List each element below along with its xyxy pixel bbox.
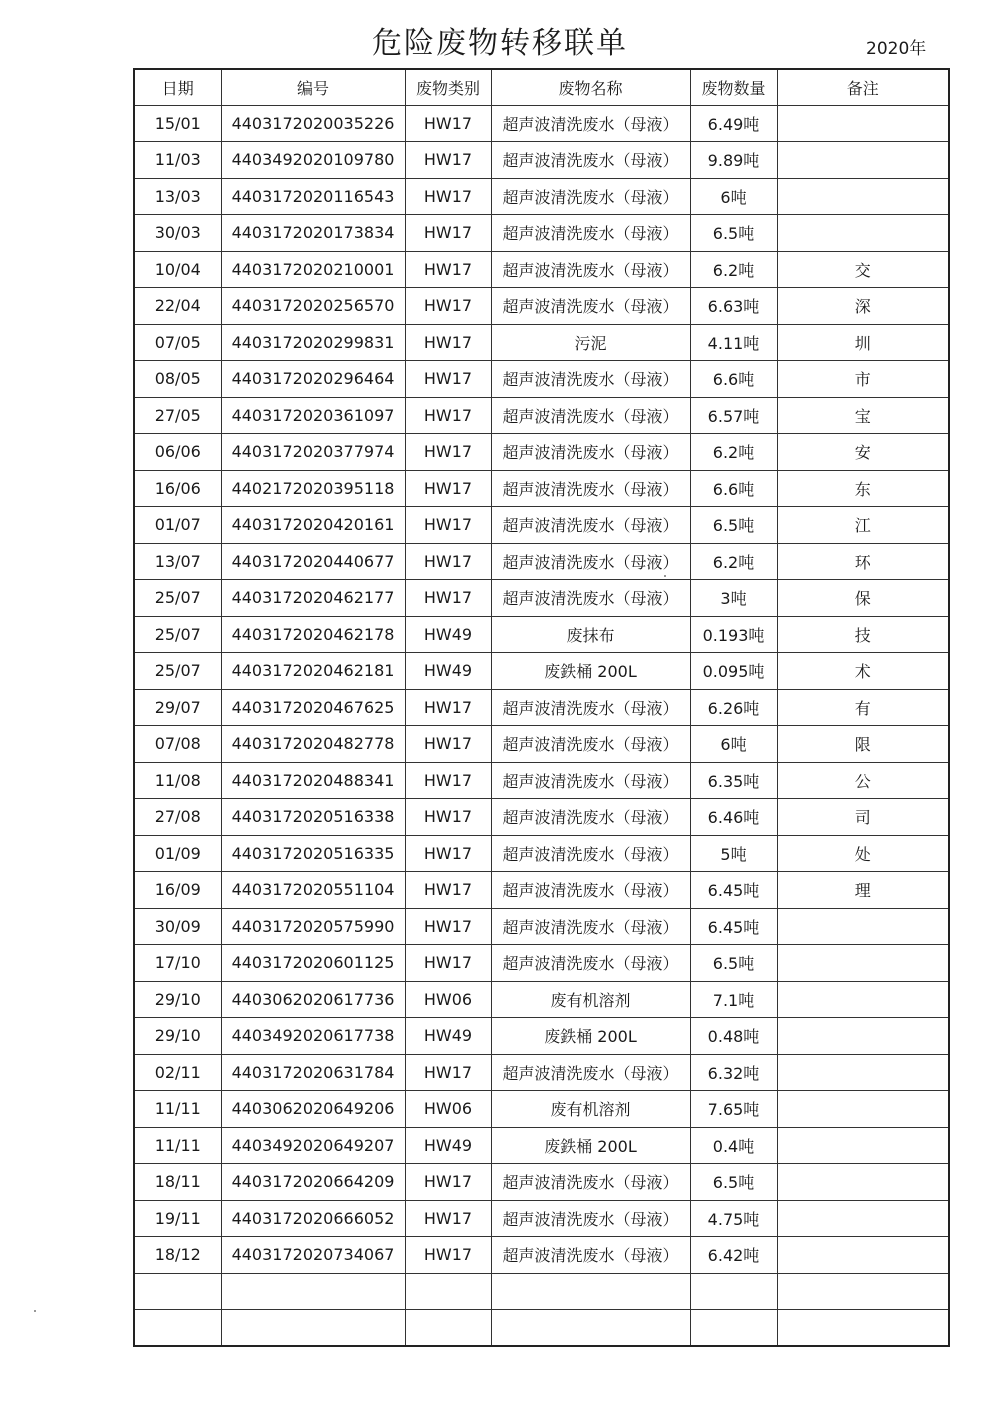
cell-date: 17/10 — [134, 945, 221, 982]
cell-remark: 深 — [777, 288, 949, 325]
cell-category: HW17 — [405, 543, 491, 580]
cell-date: 16/09 — [134, 872, 221, 909]
cell-remark: 理 — [777, 872, 949, 909]
cell-code: 4403172020666052 — [221, 1200, 405, 1237]
cell-date: 02/11 — [134, 1054, 221, 1091]
cell-name: 超声波清洗废水（母液） — [491, 689, 690, 726]
table-row — [134, 1091, 949, 1128]
cell-date: 16/06 — [134, 470, 221, 507]
table-row — [134, 543, 949, 580]
cell-remark — [777, 1054, 949, 1091]
cell-remark — [777, 142, 949, 179]
cell-category: HW17 — [405, 1237, 491, 1274]
table-row — [134, 1018, 949, 1055]
table-row — [134, 1273, 949, 1310]
cell-remark — [777, 1200, 949, 1237]
table-row — [134, 1310, 949, 1347]
cell-quantity: 6吨 — [690, 178, 777, 215]
cell-date: 10/04 — [134, 251, 221, 288]
cell-code: 4403172020210001 — [221, 251, 405, 288]
cell-date: 27/05 — [134, 397, 221, 434]
table-row — [134, 361, 949, 398]
cell-category: HW17 — [405, 1164, 491, 1201]
cell-category — [405, 1273, 491, 1310]
cell-code: 4403172020173834 — [221, 215, 405, 252]
cell-remark — [777, 105, 949, 142]
cell-date — [134, 1310, 221, 1347]
cell-remark: 宝 — [777, 397, 949, 434]
cell-category: HW17 — [405, 142, 491, 179]
cell-category: HW17 — [405, 689, 491, 726]
table-row — [134, 616, 949, 653]
cell-category: HW17 — [405, 908, 491, 945]
header-category: 废物类别 — [405, 69, 491, 105]
cell-date: 29/07 — [134, 689, 221, 726]
cell-quantity: 6.5吨 — [690, 945, 777, 982]
cell-quantity: 6.5吨 — [690, 215, 777, 252]
cell-remark: 安 — [777, 434, 949, 471]
cell-name: 超声波清洗废水（母液） — [491, 142, 690, 179]
cell-category: HW49 — [405, 653, 491, 690]
cell-name: 超声波清洗废水（母液） — [491, 507, 690, 544]
cell-code: 4403172020516335 — [221, 835, 405, 872]
cell-remark: 技 — [777, 616, 949, 653]
cell-remark — [777, 215, 949, 252]
cell-category: HW49 — [405, 1127, 491, 1164]
cell-code: 4403172020420161 — [221, 507, 405, 544]
header-waste-name: 废物名称 — [491, 69, 690, 105]
table-row — [134, 1164, 949, 1201]
table-row — [134, 799, 949, 836]
cell-category — [405, 1310, 491, 1347]
cell-code: 4403172020377974 — [221, 434, 405, 471]
cell-category: HW17 — [405, 434, 491, 471]
cell-quantity: 0.193吨 — [690, 616, 777, 653]
cell-category: HW17 — [405, 1200, 491, 1237]
header-code: 编号 — [221, 69, 405, 105]
cell-code: 4403172020516338 — [221, 799, 405, 836]
cell-code: 4403172020299831 — [221, 324, 405, 361]
cell-date: 25/07 — [134, 616, 221, 653]
cell-quantity: 3吨 — [690, 580, 777, 617]
cell-quantity: 6.5吨 — [690, 1164, 777, 1201]
cell-name: 超声波清洗废水（母液） — [491, 178, 690, 215]
cell-category: HW17 — [405, 507, 491, 544]
cell-category: HW17 — [405, 397, 491, 434]
cell-name: 超声波清洗废水（母液） — [491, 762, 690, 799]
cell-name: 超声波清洗废水（母液） — [491, 799, 690, 836]
cell-date: 08/05 — [134, 361, 221, 398]
cell-quantity: 6吨 — [690, 726, 777, 763]
table-body — [134, 105, 949, 1346]
cell-date: 27/08 — [134, 799, 221, 836]
cell-date: 15/01 — [134, 105, 221, 142]
table-row — [134, 580, 949, 617]
cell-quantity: 6.35吨 — [690, 762, 777, 799]
cell-remark — [777, 1091, 949, 1128]
cell-name: 超声波清洗废水（母液） — [491, 580, 690, 617]
cell-remark — [777, 1310, 949, 1347]
cell-quantity: 6.46吨 — [690, 799, 777, 836]
cell-date: 01/09 — [134, 835, 221, 872]
cell-name: 超声波清洗废水（母液） — [491, 908, 690, 945]
cell-name: 超声波清洗废水（母液） — [491, 288, 690, 325]
cell-code — [221, 1273, 405, 1310]
cell-quantity: 6.26吨 — [690, 689, 777, 726]
table-row — [134, 1127, 949, 1164]
cell-code: 4403172020361097 — [221, 397, 405, 434]
cell-name: 超声波清洗废水（母液） — [491, 215, 690, 252]
cell-code: 4403492020109780 — [221, 142, 405, 179]
cell-remark — [777, 908, 949, 945]
cell-date: 11/03 — [134, 142, 221, 179]
cell-category: HW17 — [405, 580, 491, 617]
cell-remark: 术 — [777, 653, 949, 690]
cell-quantity: 7.65吨 — [690, 1091, 777, 1128]
cell-name: 废有机溶剂 — [491, 981, 690, 1018]
cell-date: 30/09 — [134, 908, 221, 945]
cell-name: 废鉄桶 200L — [491, 1127, 690, 1164]
table-row — [134, 981, 949, 1018]
cell-category: HW49 — [405, 1018, 491, 1055]
header-quantity: 废物数量 — [690, 69, 777, 105]
cell-name: 超声波清洗废水（母液） — [491, 1054, 690, 1091]
cell-code: 4403172020482778 — [221, 726, 405, 763]
cell-quantity: 9.89吨 — [690, 142, 777, 179]
cell-category: HW17 — [405, 835, 491, 872]
table-row — [134, 215, 949, 252]
cell-remark: 东 — [777, 470, 949, 507]
cell-quantity: 6.6吨 — [690, 470, 777, 507]
cell-name: 超声波清洗废水（母液） — [491, 543, 690, 580]
cell-date: 06/06 — [134, 434, 221, 471]
cell-name: 污泥 — [491, 324, 690, 361]
cell-quantity: 6.45吨 — [690, 908, 777, 945]
cell-remark: 环 — [777, 543, 949, 580]
cell-code: 4403172020551104 — [221, 872, 405, 909]
cell-name: 废抹布 — [491, 616, 690, 653]
cell-quantity: 6.45吨 — [690, 872, 777, 909]
table-row — [134, 288, 949, 325]
table-row — [134, 1237, 949, 1274]
cell-code: 4403172020462178 — [221, 616, 405, 653]
cell-quantity: 6.5吨 — [690, 507, 777, 544]
cell-quantity: 0.48吨 — [690, 1018, 777, 1055]
cell-remark: 处 — [777, 835, 949, 872]
cell-code: 4403492020617738 — [221, 1018, 405, 1055]
table-row — [134, 105, 949, 142]
cell-category: HW17 — [405, 799, 491, 836]
cell-quantity — [690, 1273, 777, 1310]
scan-speck — [34, 1310, 36, 1312]
cell-category: HW06 — [405, 981, 491, 1018]
cell-date: 29/10 — [134, 981, 221, 1018]
table-row — [134, 908, 949, 945]
table-row — [134, 142, 949, 179]
table-row — [134, 1200, 949, 1237]
cell-name: 超声波清洗废水（母液） — [491, 397, 690, 434]
cell-category: HW49 — [405, 616, 491, 653]
cell-code: 4403172020256570 — [221, 288, 405, 325]
cell-name: 超声波清洗废水（母液） — [491, 434, 690, 471]
cell-name: 废鉄桶 200L — [491, 1018, 690, 1055]
cell-category: HW17 — [405, 762, 491, 799]
cell-quantity: 6.32吨 — [690, 1054, 777, 1091]
cell-remark: 江 — [777, 507, 949, 544]
cell-date: 07/05 — [134, 324, 221, 361]
cell-name — [491, 1310, 690, 1347]
cell-quantity: 4.75吨 — [690, 1200, 777, 1237]
cell-date — [134, 1273, 221, 1310]
cell-name: 超声波清洗废水（母液） — [491, 1200, 690, 1237]
cell-code: 4403172020296464 — [221, 361, 405, 398]
table-row — [134, 872, 949, 909]
cell-remark: 公 — [777, 762, 949, 799]
cell-remark — [777, 1127, 949, 1164]
cell-category: HW17 — [405, 361, 491, 398]
cell-name: 废鉄桶 200L — [491, 653, 690, 690]
cell-date: 13/03 — [134, 178, 221, 215]
cell-category: HW17 — [405, 470, 491, 507]
cell-date: 22/04 — [134, 288, 221, 325]
cell-code: 4403492020649207 — [221, 1127, 405, 1164]
cell-date: 18/12 — [134, 1237, 221, 1274]
cell-code: 4403062020617736 — [221, 981, 405, 1018]
header-remark: 备注 — [777, 69, 949, 105]
cell-quantity: 6.6吨 — [690, 361, 777, 398]
cell-category: HW17 — [405, 324, 491, 361]
waste-transfer-table — [133, 68, 950, 1347]
cell-code: 4403172020462181 — [221, 653, 405, 690]
cell-date: 25/07 — [134, 653, 221, 690]
table-row — [134, 324, 949, 361]
cell-code: 4403172020116543 — [221, 178, 405, 215]
cell-code — [221, 1310, 405, 1347]
cell-name: 超声波清洗废水（母液） — [491, 105, 690, 142]
cell-quantity: 4.11吨 — [690, 324, 777, 361]
table-row — [134, 653, 949, 690]
table-row — [134, 835, 949, 872]
cell-remark — [777, 1273, 949, 1310]
cell-quantity: 6.2吨 — [690, 543, 777, 580]
cell-code: 4403172020462177 — [221, 580, 405, 617]
table-row — [134, 762, 949, 799]
cell-quantity: 0.4吨 — [690, 1127, 777, 1164]
cell-remark: 保 — [777, 580, 949, 617]
cell-date: 30/03 — [134, 215, 221, 252]
cell-date: 13/07 — [134, 543, 221, 580]
cell-remark: 交 — [777, 251, 949, 288]
cell-name: 废有机溶剂 — [491, 1091, 690, 1128]
cell-code: 4402172020395118 — [221, 470, 405, 507]
cell-category: HW17 — [405, 105, 491, 142]
cell-code: 4403172020488341 — [221, 762, 405, 799]
cell-name: 超声波清洗废水（母液） — [491, 361, 690, 398]
cell-name: 超声波清洗废水（母液） — [491, 1164, 690, 1201]
scan-speck — [664, 575, 666, 577]
header-date: 日期 — [134, 69, 221, 105]
cell-code: 4403062020649206 — [221, 1091, 405, 1128]
cell-category: HW17 — [405, 945, 491, 982]
cell-code: 4403172020631784 — [221, 1054, 405, 1091]
cell-name — [491, 1273, 690, 1310]
cell-quantity: 6.2吨 — [690, 434, 777, 471]
cell-quantity: 6.2吨 — [690, 251, 777, 288]
cell-remark — [777, 981, 949, 1018]
cell-code: 4403172020734067 — [221, 1237, 405, 1274]
cell-remark — [777, 945, 949, 982]
cell-quantity: 5吨 — [690, 835, 777, 872]
cell-date: 07/08 — [134, 726, 221, 763]
cell-category: HW17 — [405, 726, 491, 763]
cell-date: 29/10 — [134, 1018, 221, 1055]
cell-quantity: 6.63吨 — [690, 288, 777, 325]
cell-code: 4403172020035226 — [221, 105, 405, 142]
table-row — [134, 507, 949, 544]
cell-quantity: 6.57吨 — [690, 397, 777, 434]
table-row — [134, 251, 949, 288]
document-year: 2020年 — [866, 39, 927, 59]
cell-category: HW17 — [405, 872, 491, 909]
cell-date: 01/07 — [134, 507, 221, 544]
table-row — [134, 689, 949, 726]
cell-name: 超声波清洗废水（母液） — [491, 726, 690, 763]
cell-code: 4403172020664209 — [221, 1164, 405, 1201]
cell-name: 超声波清洗废水（母液） — [491, 872, 690, 909]
cell-quantity: 7.1吨 — [690, 981, 777, 1018]
cell-date: 11/11 — [134, 1127, 221, 1164]
cell-category: HW17 — [405, 288, 491, 325]
table-row — [134, 726, 949, 763]
cell-code: 4403172020467625 — [221, 689, 405, 726]
cell-quantity: 6.42吨 — [690, 1237, 777, 1274]
cell-name: 超声波清洗废水（母液） — [491, 945, 690, 982]
table-row — [134, 945, 949, 982]
table-row — [134, 397, 949, 434]
cell-code: 4403172020575990 — [221, 908, 405, 945]
document-title: 危险废物转移联单 — [372, 26, 628, 61]
cell-remark: 市 — [777, 361, 949, 398]
cell-category: HW17 — [405, 1054, 491, 1091]
cell-remark: 圳 — [777, 324, 949, 361]
table-header-row — [134, 69, 949, 105]
cell-category: HW17 — [405, 178, 491, 215]
cell-code: 4403172020601125 — [221, 945, 405, 982]
cell-name: 超声波清洗废水（母液） — [491, 835, 690, 872]
cell-date: 11/08 — [134, 762, 221, 799]
cell-date: 19/11 — [134, 1200, 221, 1237]
table-row — [134, 470, 949, 507]
cell-name: 超声波清洗废水（母液） — [491, 1237, 690, 1274]
cell-remark: 司 — [777, 799, 949, 836]
cell-quantity — [690, 1310, 777, 1347]
cell-remark — [777, 1237, 949, 1274]
table-row — [134, 1054, 949, 1091]
cell-quantity: 6.49吨 — [690, 105, 777, 142]
cell-code: 4403172020440677 — [221, 543, 405, 580]
cell-remark — [777, 178, 949, 215]
cell-remark — [777, 1018, 949, 1055]
cell-category: HW06 — [405, 1091, 491, 1128]
cell-date: 25/07 — [134, 580, 221, 617]
cell-quantity: 0.095吨 — [690, 653, 777, 690]
cell-remark: 限 — [777, 726, 949, 763]
table-row — [134, 434, 949, 471]
cell-name: 超声波清洗废水（母液） — [491, 470, 690, 507]
cell-category: HW17 — [405, 251, 491, 288]
cell-category: HW17 — [405, 215, 491, 252]
cell-remark: 有 — [777, 689, 949, 726]
cell-date: 18/11 — [134, 1164, 221, 1201]
cell-name: 超声波清洗废水（母液） — [491, 251, 690, 288]
cell-remark — [777, 1164, 949, 1201]
cell-date: 11/11 — [134, 1091, 221, 1128]
table-row — [134, 178, 949, 215]
